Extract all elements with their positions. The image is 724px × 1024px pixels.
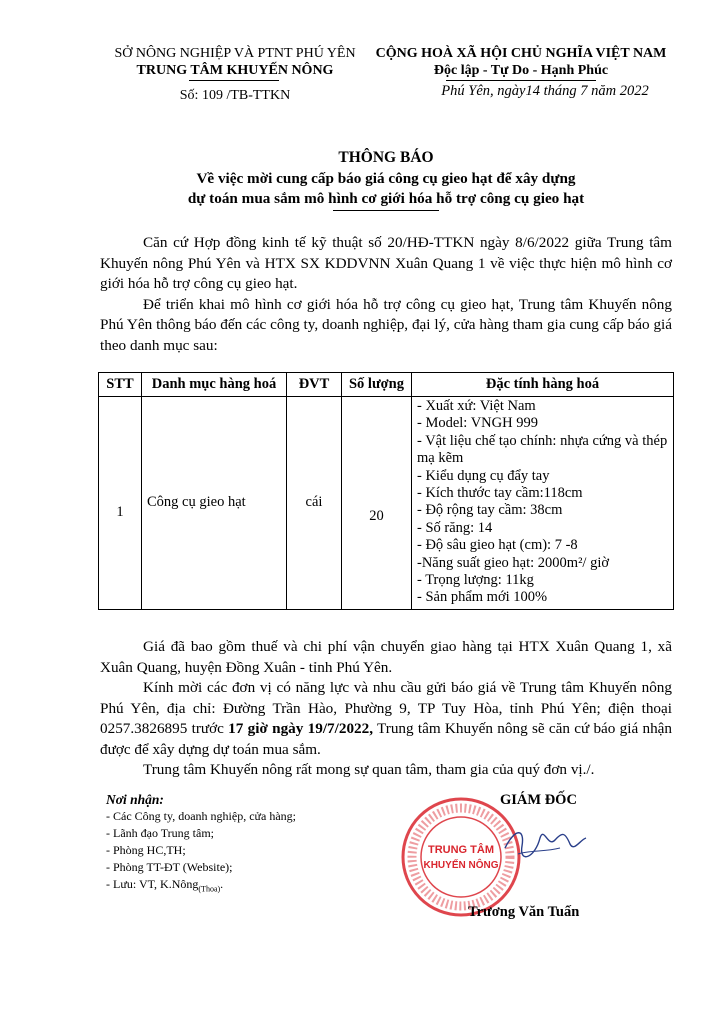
notice-subtitle-1: Về việc mời cung cấp báo giá công cụ gieo hạt để xây dựng xyxy=(196,170,576,187)
recipient-item: - Lãnh đạo Trung tâm; xyxy=(106,826,214,840)
invitation-text-a: Kính mời các đơn vị có năng lực và nhu cầu gửi báo giá về Trung tâm Khuyến nông Phú Yên, địa chỉ: Đường Trần Hào, Phường 9, TP Tuy Hòa, tỉnh Phú Yên; điện thoại 0257.3826895 trước xyxy=(100,679,672,737)
cell-unit: cái xyxy=(287,397,342,610)
deadline-text: 17 giờ ngày 19/7/2022, xyxy=(228,720,374,737)
nation-title: CỘNG HOÀ XÃ HỘI CHỦ NGHĨA VIỆT NAM xyxy=(375,46,667,61)
archive-text: - Lưu: VT, K.Nông xyxy=(106,877,199,891)
left-header-rule xyxy=(189,80,279,81)
header-specs: Đặc tính hàng hoá xyxy=(412,373,674,397)
right-header-rule xyxy=(446,80,596,81)
spec-capacity: -Năng suất gieo hạt: 2000m²/ giờ xyxy=(417,554,610,571)
invitation-paragraph xyxy=(100,678,672,760)
invitation-text-b: Trung tâm Khuyến nông sẽ căn cứ báo giá nhận được để xây dựng dự toán mua sắm. xyxy=(100,720,673,758)
spec-type: - Kiểu dụng cụ đẩy tay xyxy=(417,467,550,484)
spec-depth: - Độ sâu gieo hạt (cm): 7 -8 xyxy=(417,537,578,554)
recipients-block xyxy=(106,791,296,897)
spec-model: - Model: VNGH 999 xyxy=(417,415,538,432)
header-item: Danh mục hàng hoá xyxy=(142,373,287,397)
table-row xyxy=(99,397,674,610)
title-rule xyxy=(333,210,439,211)
recipient-item-archive xyxy=(106,876,296,897)
signer-name: Trương Văn Tuấn xyxy=(468,904,580,920)
header-quantity: Số lượng xyxy=(342,373,412,397)
notice-subtitle-2: dự toán mua sắm mô hình cơ giới hóa hỗ trợ công cụ gieo hạt xyxy=(187,190,585,207)
body-section xyxy=(100,637,672,781)
header-unit: ĐVT xyxy=(287,373,342,397)
header-stt: STT xyxy=(99,373,142,397)
stamp-text-1: TRUNG TÂM xyxy=(428,844,494,856)
recipients-title: Nơi nhận: xyxy=(106,792,164,807)
intro-paragraph-2: Để triển khai mô hình cơ giới hóa hỗ trợ công cụ gieo hạt, Trung tâm Khuyến nông Phú Yên thông báo đến các công ty, doanh nghiệp, đại lý, cửa hàng tham gia cung cấp báo giá theo danh mục sau: xyxy=(100,295,672,354)
cell-quantity: 20 xyxy=(342,397,412,610)
intro-paragraph-1: Căn cứ Hợp đồng kinh tế kỹ thuật số 20/HĐ-TTKN ngày 8/6/2022 giữa Trung tâm Khuyến nông Phú Yên và HTX SX KDDVNN Xuân Quang 1 về việc thực hiện mô hình cơ giới hóa hỗ trợ công cụ gieo hạt. xyxy=(100,234,672,292)
archive-end: . xyxy=(220,877,224,891)
table-header-row xyxy=(99,373,674,397)
spec-handle-width: - Độ rộng tay cầm: 38cm xyxy=(417,502,563,519)
spec-condition: - Sản phẩm mới 100% xyxy=(417,589,548,606)
motto: Độc lập - Tự Do - Hạnh Phúc xyxy=(433,63,609,78)
intro-section xyxy=(100,233,672,356)
cell-specs xyxy=(412,397,674,610)
handwritten-signature xyxy=(500,818,590,868)
recipient-item: - Các Công ty, doanh nghiệp, cửa hàng; xyxy=(106,809,297,823)
drafter-initials: (Thoa) xyxy=(198,884,221,894)
spec-material: - Vật liệu chế tạo chính: nhựa cứng và thép mạ kẽm xyxy=(417,432,668,467)
director-title: GIÁM ĐỐC xyxy=(500,792,577,808)
document-number: Số: 109 /TB-TTKN xyxy=(179,88,291,103)
recipient-item: - Phòng HC,TH; xyxy=(106,843,186,857)
center-name: TRUNG TÂM KHUYẾN NÔNG xyxy=(136,63,334,78)
spec-teeth: - Số răng: 14 xyxy=(417,519,493,536)
goods-table xyxy=(98,372,674,610)
spec-handle-length: - Kích thước tay cầm:118cm xyxy=(417,485,583,502)
cell-stt: 1 xyxy=(99,397,142,610)
cell-item-name: Công cụ gieo hạt xyxy=(142,397,287,610)
spec-weight: - Trọng lượng: 11kg xyxy=(417,572,534,589)
closing-paragraph: Trung tâm Khuyến nông rất mong sự quan tâm, tham gia của quý đơn vị./. xyxy=(143,761,595,778)
agency-name: SỞ NÔNG NGHIỆP VÀ PTNT PHÚ YÊN xyxy=(114,46,356,61)
spec-origin: - Xuất xứ: Việt Nam xyxy=(417,398,536,414)
notice-title: THÔNG BÁO xyxy=(338,149,434,166)
place-date: Phú Yên, ngày14 tháng 7 năm 2022 xyxy=(441,83,649,99)
stamp-text-2: KHUYẾN NÔNG xyxy=(423,860,499,871)
recipient-item: - Phòng TT-ĐT (Website); xyxy=(106,860,233,874)
price-terms-paragraph: Giá đã bao gồm thuế và chi phí vận chuyển giao hàng tại HTX Xuân Quang 1, xã Xuân Quang, huyện Đồng Xuân - tỉnh Phú Yên. xyxy=(100,638,672,676)
